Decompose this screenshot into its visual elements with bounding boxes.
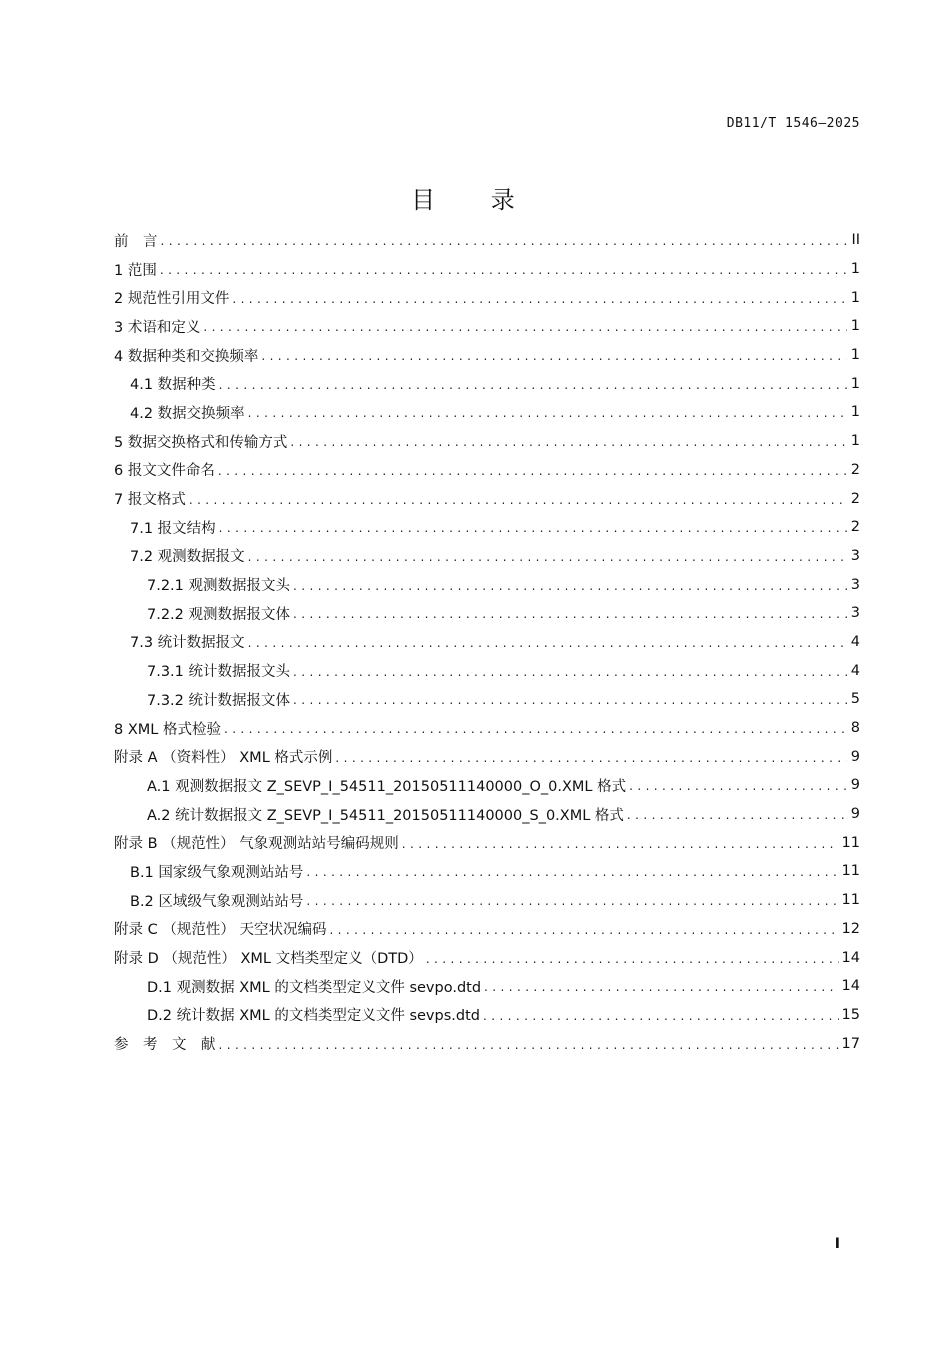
toc-dot-leader [293,693,847,707]
toc-entry-page: 1 [850,375,860,392]
toc-entry-label: 3 术语和定义 [114,319,201,336]
toc-entry-page: II [851,232,860,249]
toc-dot-leader [402,837,839,851]
toc-entry[interactable] [114,628,860,657]
toc-entry[interactable] [114,312,860,341]
toc-entry-label: 7.3.1 统计数据报文头 [147,664,291,681]
toc-entry-page: 9 [850,806,860,823]
toc-entry[interactable] [114,800,860,829]
toc-entry[interactable] [114,1029,860,1058]
toc-entry[interactable] [114,427,860,456]
toc-entry-page: 1 [850,433,860,450]
toc-entry-page: 12 [841,920,860,937]
toc-entry-page: 2 [850,519,860,536]
toc-entry-label: 附录 B （规范性） 气象观测站站号编码规则 [114,836,399,853]
toc-dot-leader [426,952,839,966]
toc-dot-leader [306,894,838,908]
toc-entry-page: 15 [841,1006,860,1023]
toc-entry[interactable] [114,771,860,800]
toc-entry[interactable] [114,828,860,857]
toc-entry[interactable] [114,226,860,255]
toc-entry-label: 1 范围 [114,262,157,279]
toc-entry-label: 7.2.2 观测数据报文体 [147,606,291,623]
toc-entry-label: 附录 A （资料性） XML 格式示例 [114,750,333,767]
toc-entry-label: 7.3 统计数据报文 [130,635,245,652]
toc-entry-label: B.2 区域级气象观测站站号 [130,893,304,910]
toc-entry[interactable] [114,1001,860,1030]
toc-dot-leader [261,349,847,363]
toc-entry-label: 附录 C （规范性） 天空状况编码 [114,922,327,939]
toc-dot-leader [219,378,847,392]
toc-dot-leader [290,435,847,449]
toc-entry-label: 参 考 文 献 [114,1037,216,1054]
toc-dot-leader [293,607,847,621]
toc-dot-leader [232,292,847,306]
toc-entry[interactable] [114,714,860,743]
toc-dot-leader [484,980,839,994]
toc-dot-leader [161,234,848,248]
toc-entry[interactable] [114,542,860,571]
toc-entry-page: 9 [850,748,860,765]
toc-dot-leader [306,865,838,879]
toc-entry-page: 4 [850,633,860,650]
toc-entry-page: 14 [841,978,860,995]
toc-entry-label: D.1 观测数据 XML 的文档类型定义文件 sevpo.dtd [147,979,482,996]
toc-dot-leader [248,636,847,650]
toc-entry[interactable] [114,915,860,944]
toc-entry-page: 1 [850,347,860,364]
toc-entry-label: 7.2.1 观测数据报文头 [147,578,291,595]
toc-dot-leader [219,521,847,535]
toc-entry[interactable] [114,484,860,513]
toc-entry-label: 6 报文文件命名 [114,463,215,480]
toc-dot-leader [335,751,847,765]
toc-dot-leader [248,550,847,564]
toc-entry-label: 4 数据种类和交换频率 [114,348,259,365]
toc-entry-page: 11 [841,892,860,909]
toc-entry[interactable] [114,398,860,427]
toc-entry-label: A.1 观测数据报文 Z_SEVP_I_54511_20150511140000_O_0.XML 格式 [147,778,627,795]
toc-entry-label: 前 言 [114,233,158,250]
toc-entry-page: 1 [850,289,860,306]
toc-entry-label: A.2 统计数据报文 Z_SEVP_I_54511_20150511140000_S_0.XML 格式 [147,807,624,824]
toc-dot-leader [329,923,838,937]
toc-entry-page: 1 [850,261,860,278]
toc-entry-page: 11 [841,834,860,851]
toc-entry[interactable] [114,742,860,771]
toc-entry-label: B.1 国家级气象观测站站号 [130,864,304,881]
toc-entry-label: 5 数据交换格式和传输方式 [114,434,288,451]
toc-entry-page: 4 [850,662,860,679]
document-code: DB11/T 1546—2025 [726,116,860,131]
toc-entry[interactable] [114,599,860,628]
toc-entry-page: 9 [850,777,860,794]
toc-entry-page: 3 [850,576,860,593]
page-title: 目 录 [411,186,539,214]
toc-entry[interactable] [114,685,860,714]
toc-entry[interactable] [114,972,860,1001]
toc-entry-page: 1 [850,404,860,421]
toc-dot-leader [483,1009,839,1023]
toc-entry-page: 1 [850,318,860,335]
toc-entry-label: 附录 D （规范性） XML 文档类型定义（DTD） [114,951,423,968]
toc-dot-leader [629,779,847,793]
toc-entry-page: 8 [850,720,860,737]
toc-entry-page: 2 [850,461,860,478]
toc-dot-leader [203,320,847,334]
toc-dot-leader [627,808,847,822]
toc-entry[interactable] [114,857,860,886]
toc-entry-label: 7.1 报文结构 [130,520,216,537]
toc-entry-label: 7 报文格式 [114,492,186,509]
toc-entry[interactable] [114,943,860,972]
toc-entry-label: D.2 统计数据 XML 的文档类型定义文件 sevps.dtd [147,1008,480,1025]
toc-entry-label: 2 规范性引用文件 [114,291,230,308]
toc-entry-label: 7.2 观测数据报文 [130,549,245,566]
toc-entry[interactable] [114,570,860,599]
toc-entry[interactable] [114,341,860,370]
toc-dot-leader [293,665,847,679]
toc-entry-label: 4.1 数据种类 [130,377,216,394]
toc-entry[interactable] [114,886,860,915]
toc-dot-leader [293,579,847,593]
toc-dot-leader [160,263,847,277]
toc-entry-page: 5 [850,691,860,708]
toc-entry[interactable] [114,456,860,485]
toc-dot-leader [218,464,847,478]
toc-entry-label: 4.2 数据交换频率 [130,405,245,422]
toc-entry[interactable] [114,283,860,312]
toc-entry[interactable] [114,656,860,685]
toc-dot-leader [219,1038,839,1052]
table-of-contents [114,226,860,1058]
page-number: I [834,1236,840,1252]
toc-entry-page: 3 [850,605,860,622]
toc-entry-page: 17 [841,1035,860,1052]
toc-entry[interactable] [114,369,860,398]
toc-dot-leader [189,493,847,507]
toc-entry-page: 14 [841,949,860,966]
toc-entry-page: 2 [850,490,860,507]
toc-entry[interactable] [114,513,860,542]
toc-dot-leader [248,406,847,420]
toc-entry-label: 8 XML 格式检验 [114,721,221,738]
toc-entry-page: 3 [850,547,860,564]
toc-entry[interactable] [114,255,860,284]
toc-entry-label: 7.3.2 统计数据报文体 [147,692,291,709]
toc-entry-page: 11 [841,863,860,880]
toc-dot-leader [224,722,847,736]
